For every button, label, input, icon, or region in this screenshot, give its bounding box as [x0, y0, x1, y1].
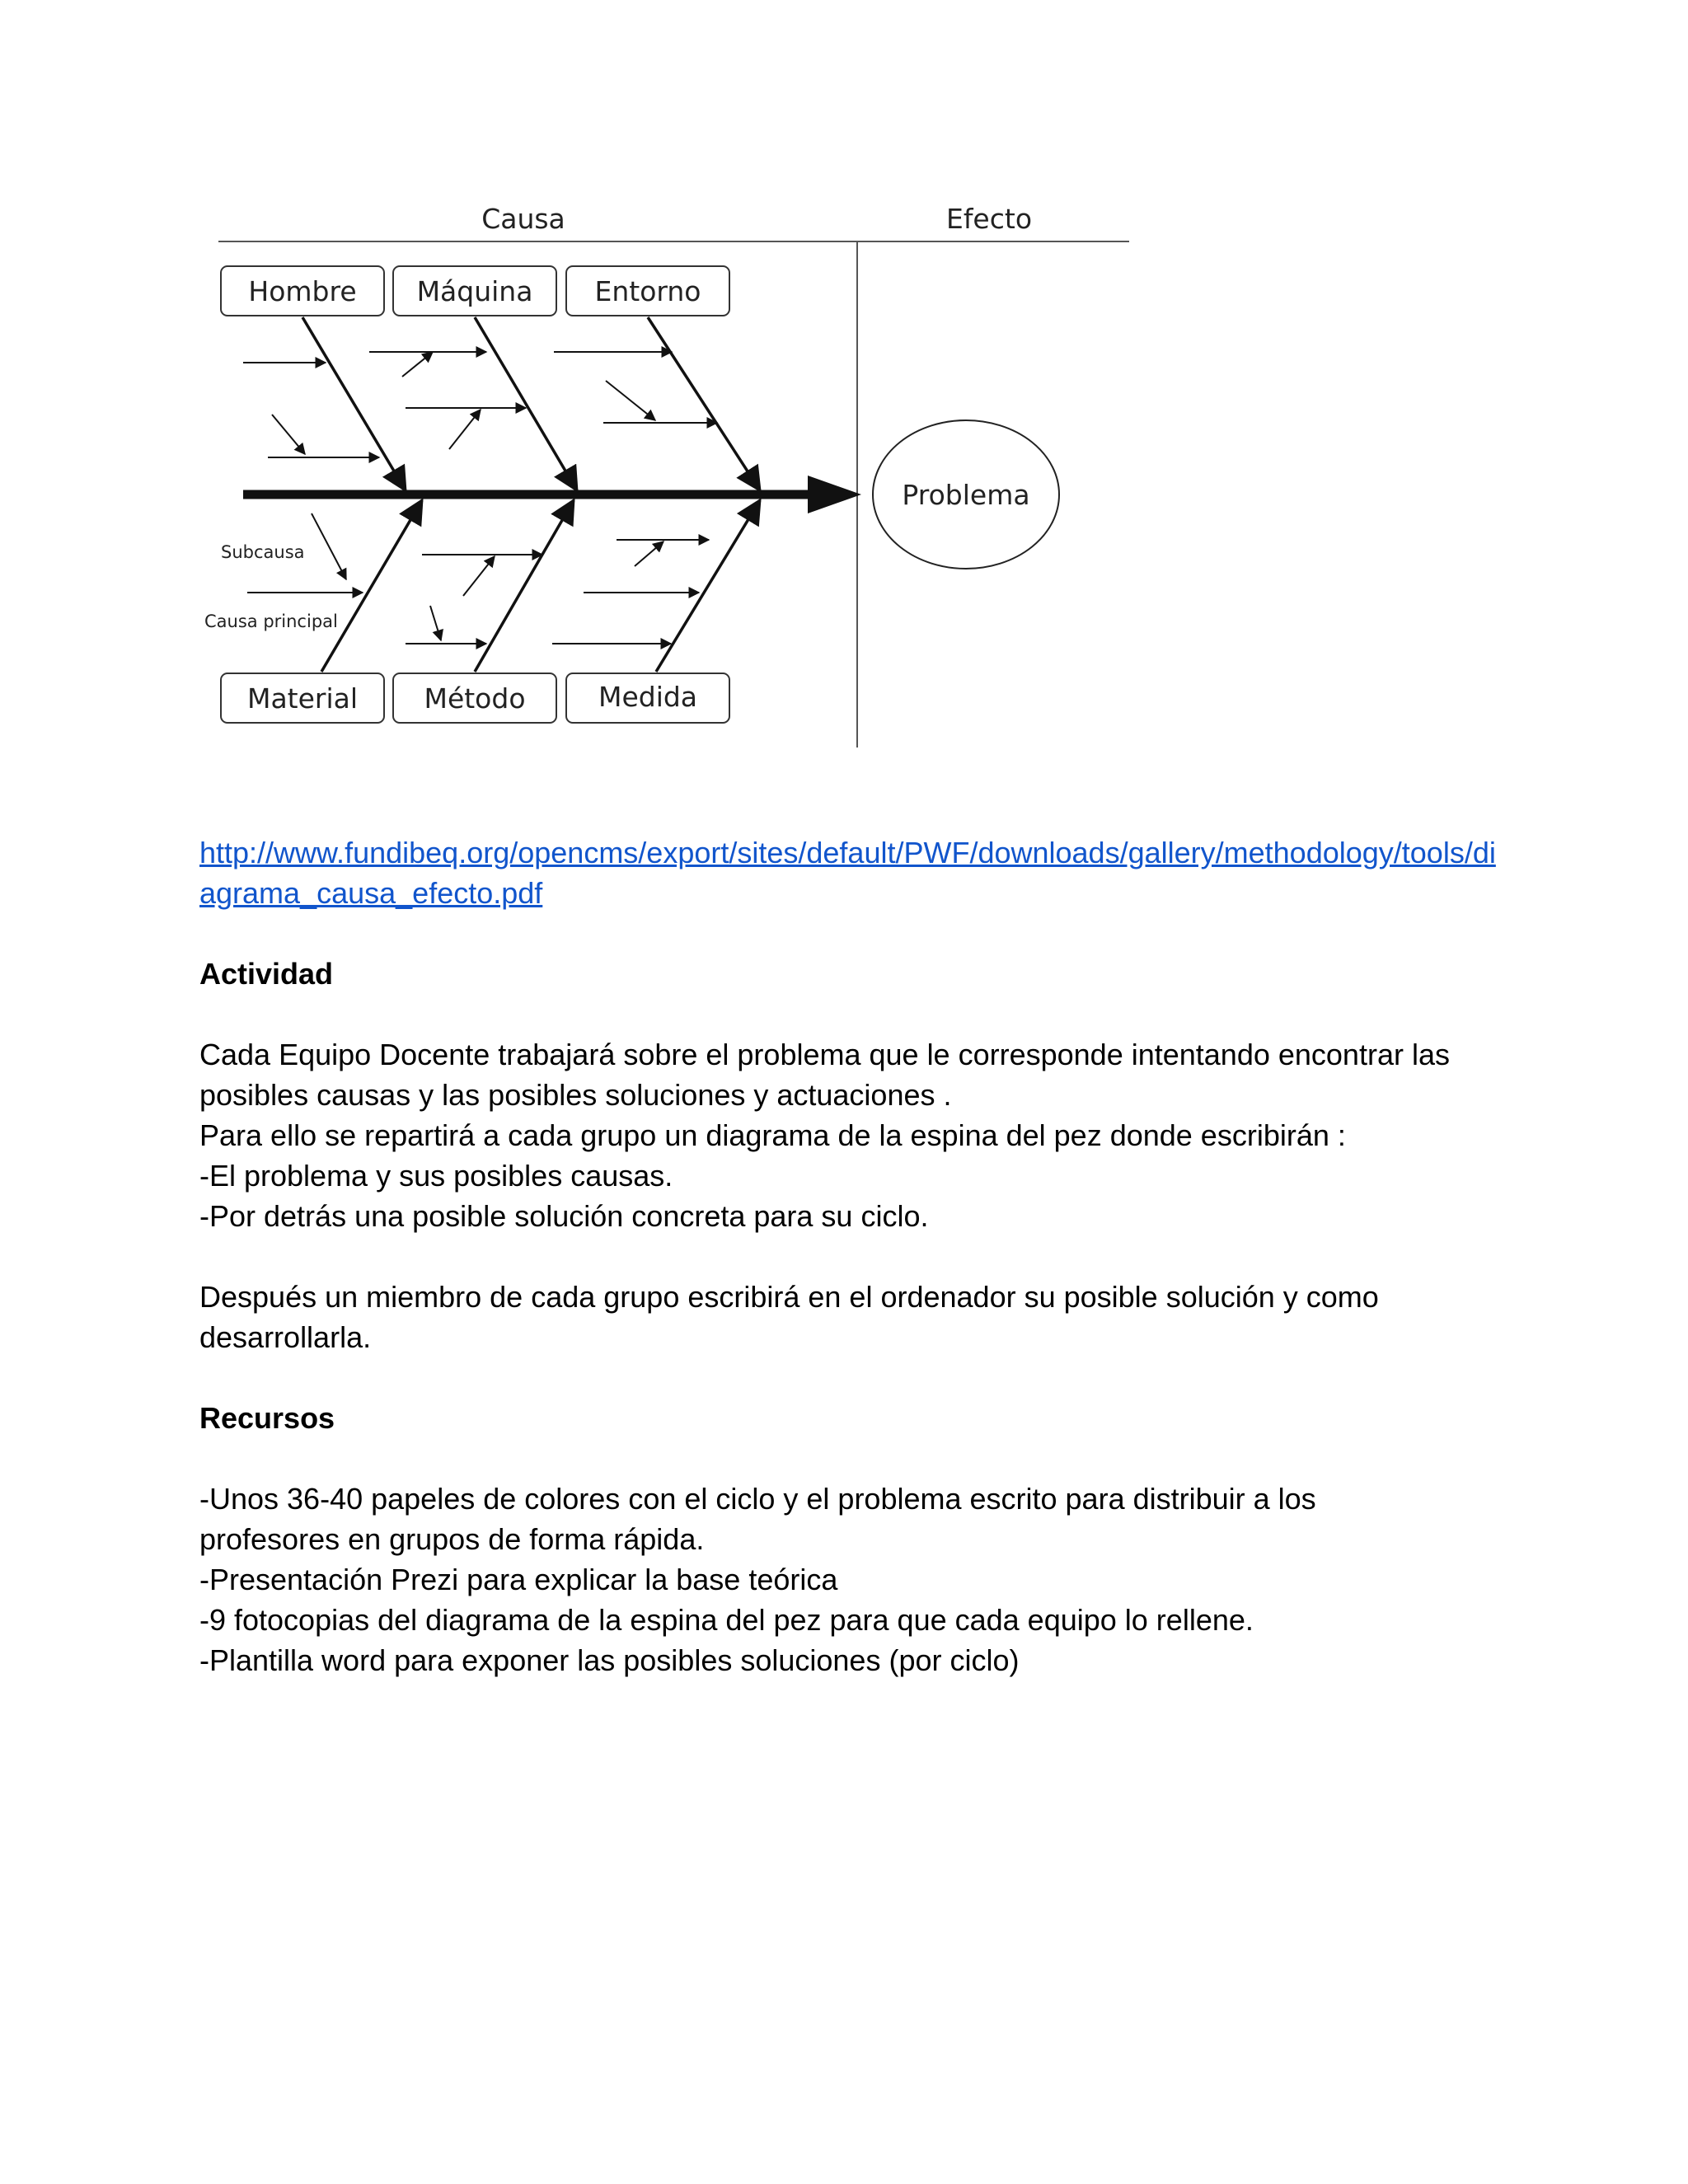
main-bone-material [321, 500, 422, 672]
category-box-medida [566, 673, 729, 723]
activity-heading: Actividad [199, 957, 334, 991]
category-box-maquina [393, 266, 556, 316]
paragraph-line: -Por detrás una posible solución concreta para su ciclo. [199, 1199, 929, 1233]
main-bone-entorno [648, 317, 760, 490]
legend-main-cause: Causa principal [204, 612, 338, 631]
category-box-entorno [566, 266, 729, 316]
paragraph-line: -El problema y sus posibles causas. [199, 1159, 673, 1193]
resource-line: -9 fotocopias del diagrama de la espina del pez para que cada equipo lo rellene. [199, 1603, 1254, 1637]
paragraph-line: Después un miembro de cada grupo escribirá en el ordenador su posible solución y como [199, 1280, 1379, 1314]
main-bone-hombre [302, 317, 406, 490]
main-bone-metodo [475, 500, 574, 672]
resource-line: -Presentación Prezi para explicar la base teórica [199, 1563, 838, 1596]
source-link[interactable]: http://www.fundibeq.org/opencms/export/sites/default/PWF/downloads/gallery/methodology/tools/diagrama_causa_efecto.pdf [199, 836, 1496, 910]
category-box-material [221, 673, 384, 723]
category-label: Máquina [416, 275, 533, 307]
paragraph-line: Cada Equipo Docente trabajará sobre el problema que le corresponde intentando encontrar las [199, 1038, 1450, 1071]
resource-line: -Unos 36-40 papeles de colores con el ciclo y el problema escrito para distribuir a los [199, 1482, 1316, 1516]
main-bone-medida [656, 500, 760, 672]
main-bone-maquina [475, 317, 577, 490]
paragraph-line: Para ello se repartirá a cada grupo un diagrama de la espina del pez donde escribirán : [199, 1118, 1346, 1152]
category-label: Entorno [594, 275, 701, 307]
resource-line: -Plantilla word para exponer las posibles soluciones (por ciclo) [199, 1643, 1020, 1677]
document-body [199, 832, 1502, 1680]
cause-header: Causa [481, 203, 565, 235]
paragraph-line: desarrollarla. [199, 1320, 372, 1354]
resource-line: profesores en grupos de forma rápida. [199, 1522, 705, 1556]
paragraph-line: posibles causas y las posibles soluciones y actuaciones . [199, 1078, 952, 1112]
spine-arrowhead [808, 476, 861, 513]
fishbone-diagram [190, 185, 1162, 762]
effect-label: Problema [902, 479, 1030, 511]
legend-subcause: Subcausa [221, 542, 305, 562]
resources-heading: Recursos [199, 1401, 335, 1435]
category-box-hombre [221, 266, 384, 316]
category-box-metodo [393, 673, 556, 723]
subcause-arrows-top [243, 352, 717, 457]
effect-header: Efecto [945, 203, 1033, 235]
category-label: Método [424, 682, 526, 715]
category-label: Hombre [248, 275, 357, 307]
category-label: Material [246, 682, 359, 715]
category-label: Medida [598, 681, 698, 713]
